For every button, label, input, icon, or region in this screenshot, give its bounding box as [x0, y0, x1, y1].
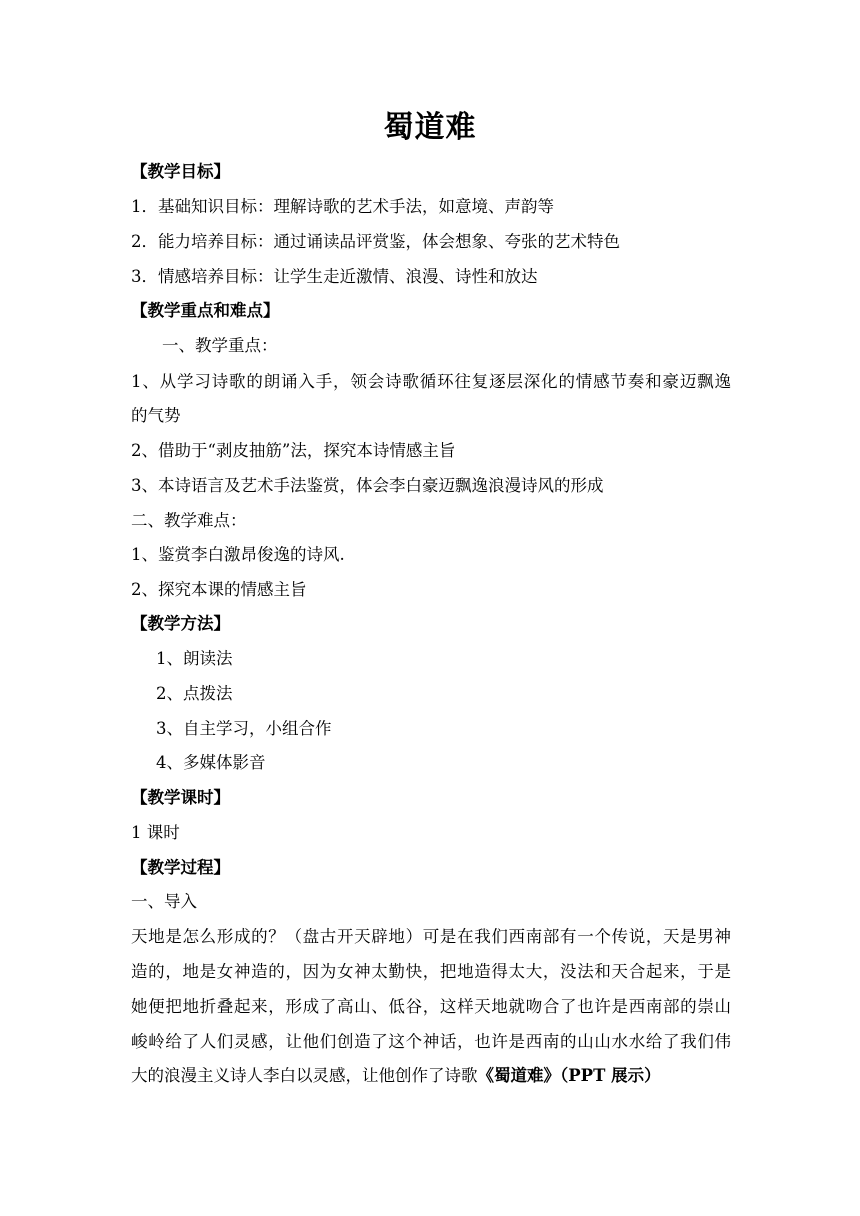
- method-item: 1、朗读法: [156, 649, 233, 668]
- hours-value: 1 课时: [131, 823, 180, 842]
- method-item: 2、点拨法: [156, 684, 233, 703]
- goal-item: 2．能力培养目标：通过诵读品评赏鉴，体会想象、夸张的艺术特色: [131, 232, 620, 251]
- key-point-item: 1、从学习诗歌的朗诵入手，领会诗歌循环往复逐层深化的情感节奏和豪迈飘逸: [131, 372, 731, 391]
- section-heading-methods: 【教学方法】: [131, 614, 230, 633]
- section-heading-hours: 【教学课时】: [131, 788, 230, 807]
- key-point-item: 2、借助于“剥皮抽筋”法，探究本诗情感主旨: [131, 441, 456, 460]
- section-heading-goals: 【教学目标】: [131, 162, 230, 181]
- paragraph-line: 造的，地是女神造的，因为女神太勤快，把地造得太大，没法和天合起来，于是: [131, 962, 731, 981]
- difficulty-item: 2、探究本课的情感主旨: [131, 580, 307, 599]
- key-point-item-continuation: 的气势: [131, 406, 181, 425]
- document-title: 蜀道难: [383, 110, 477, 145]
- section-heading-process: 【教学过程】: [131, 858, 230, 877]
- paragraph-last-line-bold: 《蜀道难》（PPT 展示）: [477, 1066, 661, 1085]
- key-point-item: 3、本诗语言及艺术手法鉴赏，体会李白豪迈飘逸浪漫诗风的形成: [131, 476, 604, 495]
- paragraph-line: 她便把地折叠起来，形成了高山、低谷，这样天地就吻合了也许是西南部的崇山: [131, 997, 731, 1016]
- section-heading-key-points: 【教学重点和难点】: [131, 301, 280, 320]
- goal-item: 3．情感培养目标：让学生走近激情、浪漫、诗性和放达: [131, 267, 538, 286]
- method-item: 4、多媒体影音: [156, 753, 266, 772]
- subheading-difficulties: 二、教学难点：: [131, 511, 247, 530]
- method-item: 3、自主学习，小组合作: [156, 719, 332, 738]
- paragraph-line: 天地是怎么形成的？（盘古开天辟地）可是在我们西南部有一个传说，天是男神: [131, 927, 731, 946]
- goal-item: 1．基础知识目标：理解诗歌的艺术手法，如意境、声韵等: [131, 197, 554, 216]
- difficulty-item: 1、鉴赏李白激昂俊逸的诗风.: [131, 545, 345, 564]
- subheading-intro: 一、导入: [131, 892, 197, 911]
- paragraph-line: 峻岭给了人们灵感，让他们创造了这个神话，也许是西南的山山水水给了我们伟: [131, 1032, 731, 1051]
- paragraph-last-line: [131, 1064, 661, 1088]
- subheading-key-points: 一、教学重点：: [162, 336, 278, 355]
- paragraph-last-line-text: 大的浪漫主义诗人李白以灵感，让他创作了诗歌: [131, 1066, 478, 1085]
